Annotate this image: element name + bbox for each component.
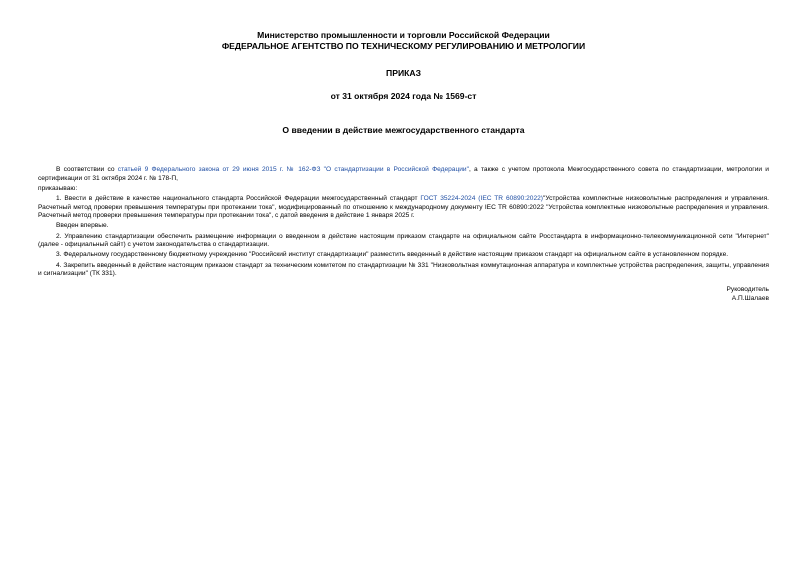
order-verb: приказываю: — [38, 184, 78, 192]
document-header — [38, 30, 769, 136]
signature-block — [38, 285, 769, 304]
signature-name: А.П.Шалаев — [731, 295, 769, 303]
item-3: 3. Федеральному государственному бюджетному учреждению "Российский институт стандартизации" разместить введенный в действие настоящим приказом стандарт на официальном сайте в установленном порядке. — [56, 251, 729, 259]
order-word: ПРИКАЗ — [386, 68, 421, 78]
gost-link[interactable]: ГОСТ 35224-2024 (IEC TR 60890:2022) — [420, 194, 544, 202]
order-date: от 31 октября 2024 года № 1569-ст — [330, 91, 477, 101]
item-1 — [38, 195, 769, 221]
item-2: 2. Управлению стандартизации обеспечить размещение информации о введенном в действие настоящим приказом стандарте на официальном сайте Росстандарта в информационно-телекоммуникационной сети "Интернет" (далее - официальный сайт) с учетом законодательства о стандартизации. — [38, 232, 769, 249]
ministry-name: Министерство промышленности и торговли Российской Федерации — [257, 30, 550, 40]
agency-name: ФЕДЕРАЛЬНОЕ АГЕНТСТВО ПО ТЕХНИЧЕСКОМУ РЕГУЛИРОВАНИЮ И МЕТРОЛОГИИ — [221, 41, 586, 51]
intro-paragraph — [38, 166, 769, 183]
document-body — [38, 166, 769, 279]
introduced-first-note: Введен впервые. — [56, 222, 109, 230]
item-1-text-before: 1. Ввести в действие в качестве национального стандарта Российской Федерации межгосударственный стандарт — [56, 194, 421, 202]
intro-text-before: В соответствии со — [56, 166, 118, 173]
document-title: О введении в действие межгосударственного стандарта — [282, 125, 525, 135]
federal-law-link[interactable]: статьей 9 Федерального закона от 29 июня 2015 г. № 162-ФЗ "О стандартизации в Российской Федерации" — [117, 166, 469, 173]
signature-role: Руководитель — [726, 285, 769, 293]
item-1-text-after: "Устройства комплектные низковольтные распределения и управления. Расчетный метод проверки превышения температуры при протекании тока", модифицированный по отношению к международному документу IEC TR 60890:2022 "Устройства комплектные низковольтные распределения и управления. Расчетный метод проверки превышения температуры при протекании тока", с датой введения в действие 1 января 2025 г. — [38, 194, 769, 220]
item-4: 4. Закрепить введенный в действие настоящим приказом стандарт за техническим комитетом по стандартизации № 331 "Низковольтная коммутационная аппаратура и комплектные устройства распределения, защиты, управления и сигнализации" (ТК 331). — [38, 261, 769, 278]
intro-text-after: , а также с учетом протокола Межгосударственного совета по стандартизации, метрологии и сертификации от 31 октября 2024 г. № 178-П, — [38, 166, 769, 182]
